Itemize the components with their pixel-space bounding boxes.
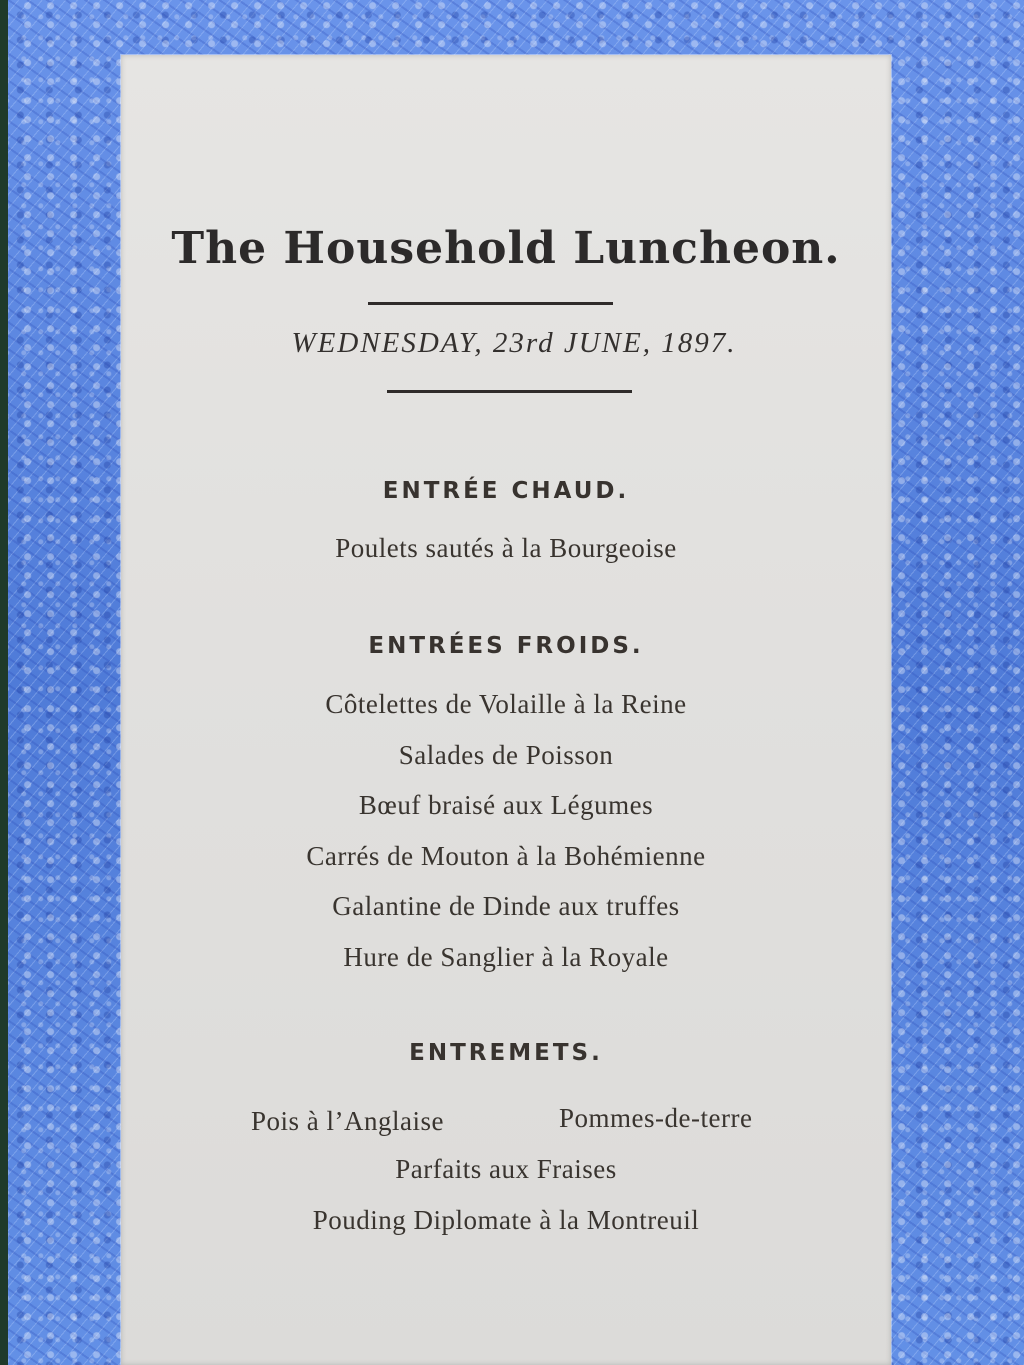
- menu-date: WEDNESDAY, 23rd JUNE, 1897.: [291, 327, 737, 359]
- background-edge: [0, 0, 8, 1365]
- divider-rule-bottom: [387, 390, 632, 393]
- dish-item: Pouding Diplomate à la Montreuil: [312, 1205, 700, 1235]
- dish-item: Côtelettes de Volaille à la Reine: [325, 689, 687, 719]
- section-heading-entree-chaud: ENTRÉE CHAUD.: [382, 478, 630, 504]
- divider-rule-top: [368, 302, 613, 305]
- dish-item: Pommes-de-terre: [559, 1103, 753, 1133]
- dish-item: Hure de Sanglier à la Royale: [343, 942, 669, 972]
- section-heading-entrees-froids: ENTRÉES FROIDS.: [368, 633, 644, 659]
- dish-item: Galantine de Dinde aux truffes: [332, 891, 680, 921]
- dish-item: Bœuf braisé aux Légumes: [358, 790, 654, 820]
- dish-item: Carrés de Mouton à la Bohémienne: [306, 841, 706, 871]
- menu-card: [121, 55, 891, 1365]
- dish-item: Pois à l’Anglaise: [251, 1106, 444, 1136]
- section-heading-entremets: ENTREMETS.: [409, 1040, 603, 1066]
- dish-item: Salades de Poisson: [398, 740, 614, 770]
- dish-item: Poulets sautés à la Bourgeoise: [335, 533, 677, 563]
- menu-title: The Household Luncheon.: [171, 223, 841, 274]
- dish-item: Parfaits aux Fraises: [395, 1154, 617, 1184]
